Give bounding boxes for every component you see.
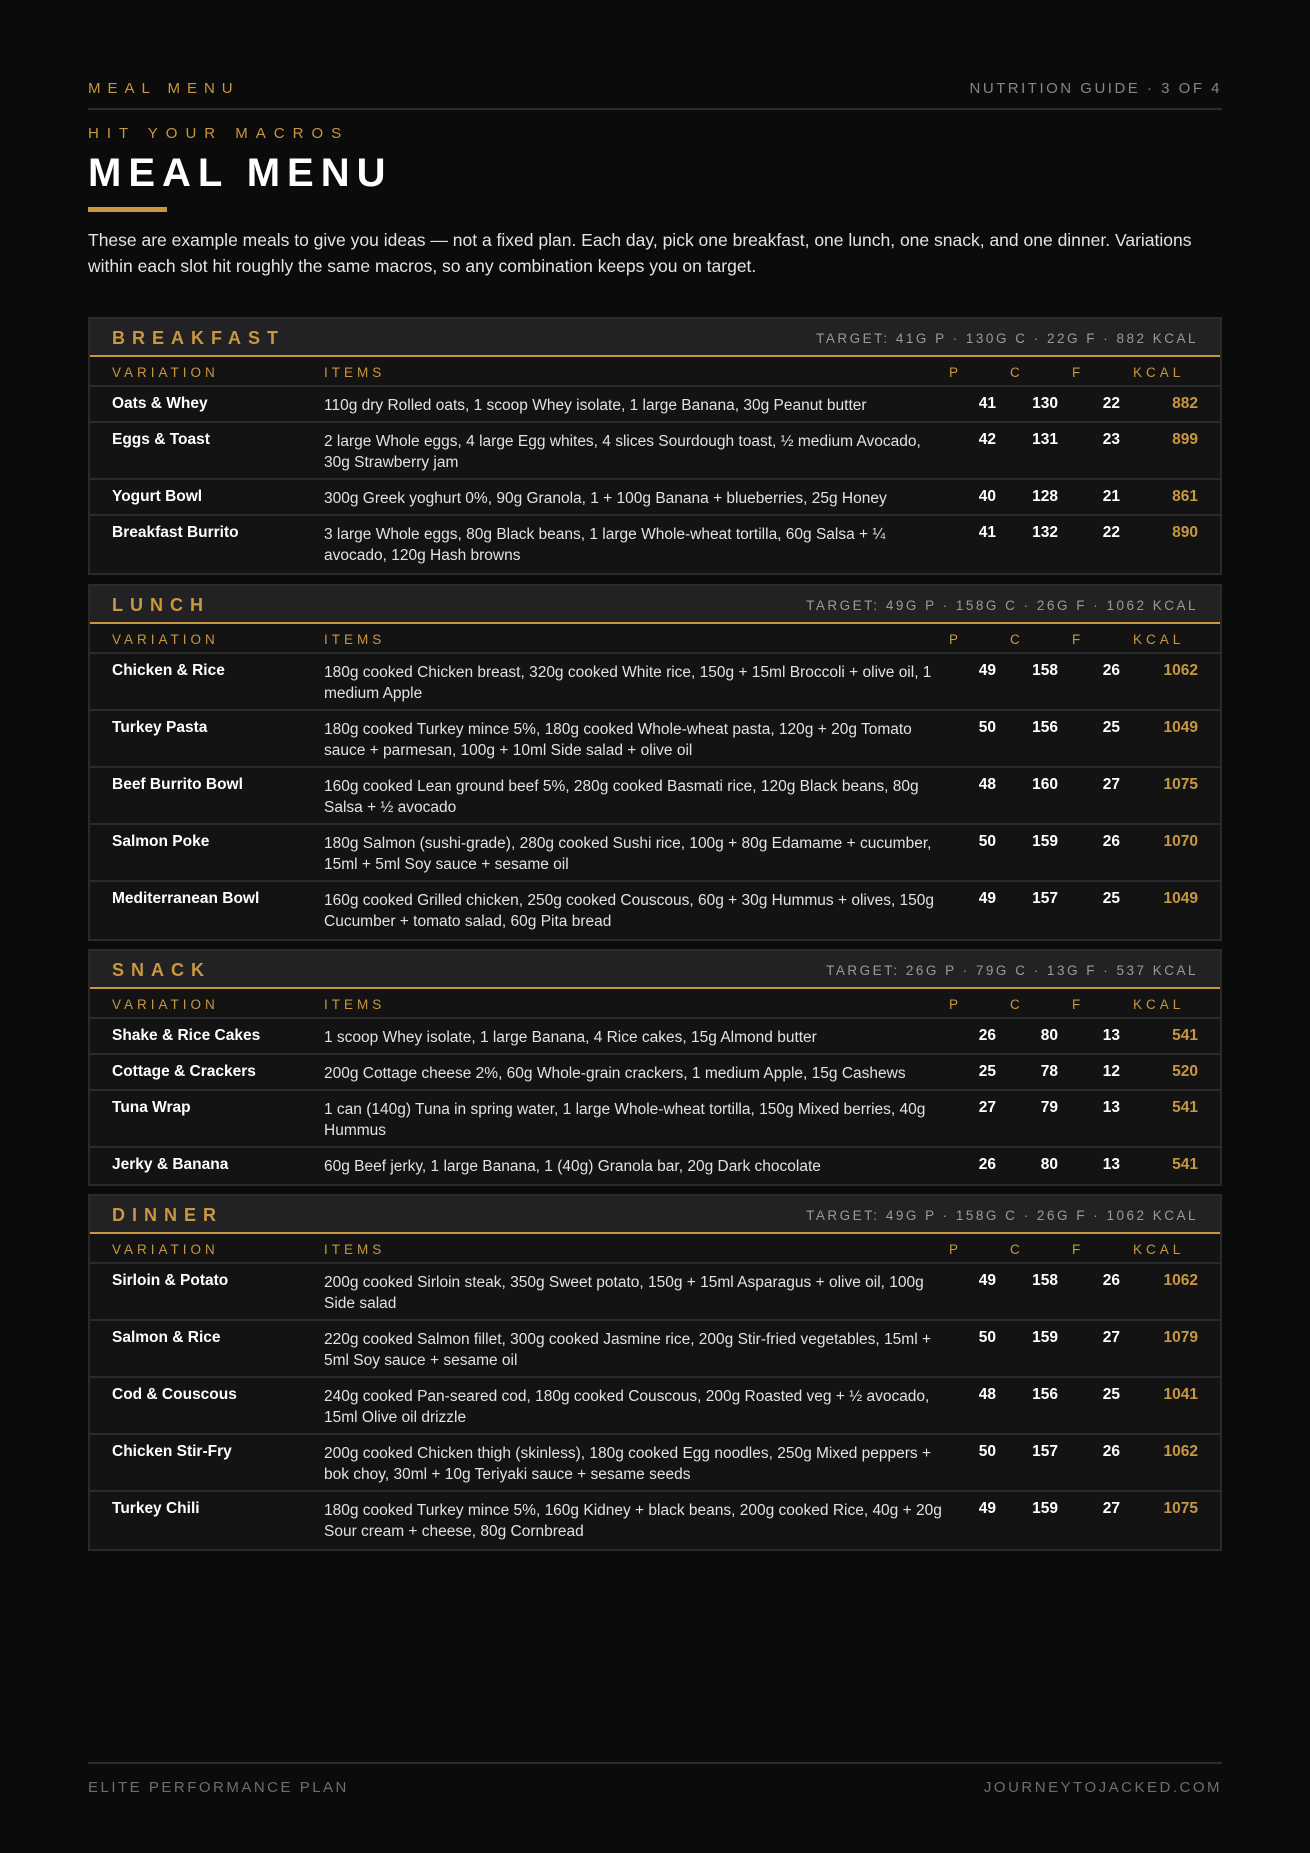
col-fat: F bbox=[1072, 365, 1085, 380]
meal-items: 1 scoop Whey isolate, 1 large Banana, 4 Rice cakes, 15g Almond butter bbox=[324, 1029, 817, 1046]
kcal-value: 1041 bbox=[1163, 1386, 1198, 1403]
col-protein: P bbox=[949, 632, 963, 647]
table-row bbox=[90, 1019, 1220, 1055]
col-carbs: C bbox=[1010, 365, 1024, 380]
footer-right: JOURNEYTOJACKED.COM bbox=[983, 1779, 1222, 1796]
fat-value: 27 bbox=[1102, 1500, 1120, 1517]
fat-value: 26 bbox=[1102, 1272, 1120, 1289]
protein-value: 41 bbox=[978, 395, 996, 412]
meal-items: 60g Beef jerky, 1 large Banana, 1 (40g) Granola bar, 20g Dark chocolate bbox=[324, 1158, 821, 1175]
meal-items: 180g cooked Chicken breast, 320g cooked White rice, 150g + 15ml Broccoli + olive oil, 1 medium Apple bbox=[324, 664, 932, 702]
meal-variation-name: Chicken & Rice bbox=[112, 662, 225, 679]
table-row bbox=[90, 516, 1220, 573]
section-breakfast bbox=[88, 317, 1222, 575]
protein-value: 41 bbox=[978, 524, 996, 541]
protein-value: 48 bbox=[978, 1386, 996, 1403]
col-protein: P bbox=[949, 365, 963, 380]
kcal-value: 541 bbox=[1172, 1099, 1198, 1116]
protein-value: 50 bbox=[978, 833, 996, 850]
col-protein: P bbox=[949, 1242, 963, 1257]
col-items: ITEMS bbox=[324, 365, 386, 380]
section-target: TARGET: 49G P · 158G C · 26G F · 1062 KCAL bbox=[806, 598, 1198, 613]
carbs-value: 128 bbox=[1032, 488, 1058, 505]
col-kcal: KCAL bbox=[1133, 997, 1185, 1012]
meal-items: 200g cooked Sirloin steak, 350g Sweet potato, 150g + 15ml Asparagus + olive oil, 100g Side salad bbox=[324, 1274, 924, 1312]
col-kcal: KCAL bbox=[1133, 1242, 1185, 1257]
carbs-value: 159 bbox=[1032, 1329, 1058, 1346]
fat-value: 23 bbox=[1102, 431, 1120, 448]
meal-variation-name: Tuna Wrap bbox=[112, 1099, 191, 1116]
footer bbox=[88, 1762, 1222, 1796]
meal-items: 180g cooked Turkey mince 5%, 160g Kidney + black beans, 200g cooked Rice, 40g + 20g Sour cream + cheese, 80g Cornbread bbox=[324, 1502, 942, 1540]
table-row bbox=[90, 654, 1220, 711]
kcal-value: 1079 bbox=[1163, 1329, 1198, 1346]
meal-variation-name: Shake & Rice Cakes bbox=[112, 1027, 261, 1044]
kcal-value: 541 bbox=[1172, 1027, 1198, 1044]
carbs-value: 132 bbox=[1032, 524, 1058, 541]
section-lunch bbox=[88, 584, 1222, 941]
table-row bbox=[90, 768, 1220, 825]
table-row bbox=[90, 1378, 1220, 1435]
column-headers bbox=[90, 357, 1220, 387]
kcal-value: 1062 bbox=[1163, 662, 1198, 679]
protein-value: 25 bbox=[978, 1063, 996, 1080]
carbs-value: 157 bbox=[1032, 890, 1058, 907]
meal-items: 180g cooked Turkey mince 5%, 180g cooked Whole-wheat pasta, 120g + 20g Tomato sauce + parmesan, 100g + 10ml Side salad + olive oil bbox=[324, 721, 912, 759]
table-row bbox=[90, 423, 1220, 480]
meal-variation-name: Jerky & Banana bbox=[112, 1156, 229, 1173]
title-underline bbox=[88, 207, 167, 212]
header-left-label: MEAL MENU bbox=[88, 80, 240, 97]
protein-value: 49 bbox=[978, 1500, 996, 1517]
kicker: HIT YOUR MACROS bbox=[88, 125, 350, 142]
meal-variation-name: Beef Burrito Bowl bbox=[112, 776, 243, 793]
protein-value: 42 bbox=[978, 431, 996, 448]
col-carbs: C bbox=[1010, 632, 1024, 647]
table-row bbox=[90, 882, 1220, 939]
col-variation: VARIATION bbox=[112, 1242, 219, 1257]
section-target: TARGET: 49G P · 158G C · 26G F · 1062 KCAL bbox=[806, 1208, 1198, 1223]
protein-value: 26 bbox=[978, 1156, 996, 1173]
table-row bbox=[90, 1055, 1220, 1091]
table-row bbox=[90, 1435, 1220, 1492]
table-row bbox=[90, 387, 1220, 423]
col-fat: F bbox=[1072, 997, 1085, 1012]
section-name: DINNER bbox=[112, 1205, 224, 1225]
section-header bbox=[90, 319, 1220, 357]
meal-items: 160g cooked Grilled chicken, 250g cooked Couscous, 60g + 30g Hummus + olives, 150g Cucumber + tomato salad, 60g Pita bread bbox=[324, 892, 935, 930]
kcal-value: 1049 bbox=[1163, 719, 1198, 736]
carbs-value: 156 bbox=[1032, 719, 1058, 736]
col-carbs: C bbox=[1010, 1242, 1024, 1257]
table-rows bbox=[90, 654, 1220, 939]
section-name: BREAKFAST bbox=[112, 328, 286, 348]
meal-items: 160g cooked Lean ground beef 5%, 280g cooked Basmati rice, 120g Black beans, 80g Salsa + ½ avocado bbox=[324, 778, 919, 816]
section-name: SNACK bbox=[112, 960, 212, 980]
section-target: TARGET: 26G P · 79G C · 13G F · 537 KCAL bbox=[826, 963, 1198, 978]
protein-value: 50 bbox=[978, 1329, 996, 1346]
meal-items: 110g dry Rolled oats, 1 scoop Whey isolate, 1 large Banana, 30g Peanut butter bbox=[324, 397, 867, 414]
meal-items: 240g cooked Pan-seared cod, 180g cooked Couscous, 200g Roasted veg + ½ avocado, 15ml Olive oil drizzle bbox=[324, 1388, 930, 1426]
meal-variation-name: Salmon Poke bbox=[112, 833, 210, 850]
meal-variation-name: Mediterranean Bowl bbox=[112, 890, 260, 907]
top-bar bbox=[88, 78, 1222, 110]
column-headers bbox=[90, 1234, 1220, 1264]
column-headers bbox=[90, 989, 1220, 1019]
col-items: ITEMS bbox=[324, 632, 386, 647]
carbs-value: 158 bbox=[1032, 1272, 1058, 1289]
protein-value: 50 bbox=[978, 719, 996, 736]
kcal-value: 1062 bbox=[1163, 1443, 1198, 1460]
kcal-value: 1075 bbox=[1163, 1500, 1198, 1517]
col-kcal: KCAL bbox=[1133, 632, 1185, 647]
table-row bbox=[90, 1091, 1220, 1148]
meal-items: 2 large Whole eggs, 4 large Egg whites, 4 slices Sourdough toast, ½ medium Avocado, 30g Strawberry jam bbox=[324, 433, 921, 471]
col-variation: VARIATION bbox=[112, 997, 219, 1012]
fat-value: 26 bbox=[1102, 1443, 1120, 1460]
section-target: TARGET: 41G P · 130G C · 22G F · 882 KCAL bbox=[816, 331, 1198, 346]
carbs-value: 79 bbox=[1040, 1099, 1058, 1116]
table-rows bbox=[90, 1019, 1220, 1184]
meal-variation-name: Chicken Stir-Fry bbox=[112, 1443, 232, 1460]
table-rows bbox=[90, 387, 1220, 573]
meal-variation-name: Cottage & Crackers bbox=[112, 1063, 256, 1080]
kcal-value: 1070 bbox=[1163, 833, 1198, 850]
col-variation: VARIATION bbox=[112, 632, 219, 647]
fat-value: 25 bbox=[1102, 719, 1120, 736]
carbs-value: 131 bbox=[1032, 431, 1058, 448]
carbs-value: 160 bbox=[1032, 776, 1058, 793]
protein-value: 40 bbox=[978, 488, 996, 505]
fat-value: 13 bbox=[1102, 1099, 1120, 1116]
meal-variation-name: Salmon & Rice bbox=[112, 1329, 221, 1346]
fat-value: 27 bbox=[1102, 776, 1120, 793]
section-header bbox=[90, 1196, 1220, 1234]
meal-variation-name: Yogurt Bowl bbox=[112, 488, 203, 505]
meal-items: 180g Salmon (sushi-grade), 280g cooked Sushi rice, 100g + 80g Edamame + cucumber, 15ml + 5ml Soy sauce + sesame oil bbox=[324, 835, 932, 873]
section-snack bbox=[88, 949, 1222, 1186]
protein-value: 48 bbox=[978, 776, 996, 793]
header-right-label: NUTRITION GUIDE · 3 OF 4 bbox=[969, 80, 1222, 97]
fat-value: 21 bbox=[1102, 488, 1120, 505]
col-carbs: C bbox=[1010, 997, 1024, 1012]
meal-items: 300g Greek yoghurt 0%, 90g Granola, 1 + 100g Banana + blueberries, 25g Honey bbox=[324, 490, 887, 507]
protein-value: 27 bbox=[978, 1099, 996, 1116]
fat-value: 26 bbox=[1102, 662, 1120, 679]
carbs-value: 78 bbox=[1040, 1063, 1058, 1080]
fat-value: 26 bbox=[1102, 833, 1120, 850]
col-items: ITEMS bbox=[324, 1242, 386, 1257]
fat-value: 25 bbox=[1102, 890, 1120, 907]
column-headers bbox=[90, 624, 1220, 654]
kcal-value: 1062 bbox=[1163, 1272, 1198, 1289]
intro-paragraph: These are example meals to give you ideas — not a fixed plan. Each day, pick one breakfast, one lunch, one snack, and one dinner. Variations within each slot hit roughly the same macros, so any combination keeps you on target. bbox=[88, 230, 1192, 276]
kcal-value: 882 bbox=[1172, 395, 1198, 412]
meal-variation-name: Turkey Chili bbox=[112, 1500, 200, 1517]
col-fat: F bbox=[1072, 1242, 1085, 1257]
meal-items: 200g cooked Chicken thigh (skinless), 180g cooked Egg noodles, 250g Mixed peppers + bok choy, 30ml + 10g Teriyaki sauce + sesame seeds bbox=[324, 1445, 932, 1483]
fat-value: 12 bbox=[1102, 1063, 1120, 1080]
meal-variation-name: Cod & Couscous bbox=[112, 1386, 237, 1403]
kcal-value: 890 bbox=[1172, 524, 1198, 541]
page-title: MEAL MENU bbox=[88, 151, 393, 195]
carbs-value: 130 bbox=[1032, 395, 1058, 412]
meal-items: 220g cooked Salmon fillet, 300g cooked Jasmine rice, 200g Stir-fried vegetables, 15ml + 5ml Soy sauce + sesame oil bbox=[324, 1331, 931, 1369]
carbs-value: 156 bbox=[1032, 1386, 1058, 1403]
fat-value: 27 bbox=[1102, 1329, 1120, 1346]
table-row bbox=[90, 1264, 1220, 1321]
protein-value: 49 bbox=[978, 662, 996, 679]
meal-variation-name: Turkey Pasta bbox=[112, 719, 208, 736]
kcal-value: 899 bbox=[1172, 431, 1198, 448]
protein-value: 49 bbox=[978, 1272, 996, 1289]
col-fat: F bbox=[1072, 632, 1085, 647]
carbs-value: 158 bbox=[1032, 662, 1058, 679]
meal-variation-name: Sirloin & Potato bbox=[112, 1272, 229, 1289]
fat-value: 25 bbox=[1102, 1386, 1120, 1403]
table-row bbox=[90, 1148, 1220, 1184]
table-row bbox=[90, 480, 1220, 516]
kcal-value: 1049 bbox=[1163, 890, 1198, 907]
meal-variation-name: Eggs & Toast bbox=[112, 431, 210, 448]
meal-variation-name: Oats & Whey bbox=[112, 395, 208, 412]
table-row bbox=[90, 711, 1220, 768]
kcal-value: 861 bbox=[1172, 488, 1198, 505]
meal-items: 3 large Whole eggs, 80g Black beans, 1 large Whole-wheat tortilla, 60g Salsa + ¼ avocado, 120g Hash browns bbox=[324, 526, 886, 564]
fat-value: 13 bbox=[1102, 1027, 1120, 1044]
section-dinner bbox=[88, 1194, 1222, 1551]
col-items: ITEMS bbox=[324, 997, 386, 1012]
table-row bbox=[90, 825, 1220, 882]
col-variation: VARIATION bbox=[112, 365, 219, 380]
fat-value: 22 bbox=[1102, 524, 1120, 541]
table-row bbox=[90, 1492, 1220, 1549]
meal-variation-name: Breakfast Burrito bbox=[112, 524, 239, 541]
table-rows bbox=[90, 1264, 1220, 1549]
col-protein: P bbox=[949, 997, 963, 1012]
kcal-value: 520 bbox=[1172, 1063, 1198, 1080]
section-header bbox=[90, 951, 1220, 989]
protein-value: 49 bbox=[978, 890, 996, 907]
table-row bbox=[90, 1321, 1220, 1378]
kcal-value: 541 bbox=[1172, 1156, 1198, 1173]
carbs-value: 80 bbox=[1040, 1027, 1058, 1044]
fat-value: 22 bbox=[1102, 395, 1120, 412]
protein-value: 26 bbox=[978, 1027, 996, 1044]
fat-value: 13 bbox=[1102, 1156, 1120, 1173]
carbs-value: 80 bbox=[1040, 1156, 1058, 1173]
protein-value: 50 bbox=[978, 1443, 996, 1460]
footer-left: ELITE PERFORMANCE PLAN bbox=[88, 1779, 349, 1796]
section-name: LUNCH bbox=[112, 595, 210, 615]
meal-menu-page bbox=[88, 0, 1222, 1853]
carbs-value: 159 bbox=[1032, 833, 1058, 850]
kcal-value: 1075 bbox=[1163, 776, 1198, 793]
carbs-value: 157 bbox=[1032, 1443, 1058, 1460]
meal-items: 200g Cottage cheese 2%, 60g Whole-grain crackers, 1 medium Apple, 15g Cashews bbox=[324, 1065, 906, 1082]
col-kcal: KCAL bbox=[1133, 365, 1185, 380]
carbs-value: 159 bbox=[1032, 1500, 1058, 1517]
meal-items: 1 can (140g) Tuna in spring water, 1 large Whole-wheat tortilla, 150g Mixed berries, 40g Hummus bbox=[324, 1101, 926, 1139]
section-header bbox=[90, 586, 1220, 624]
